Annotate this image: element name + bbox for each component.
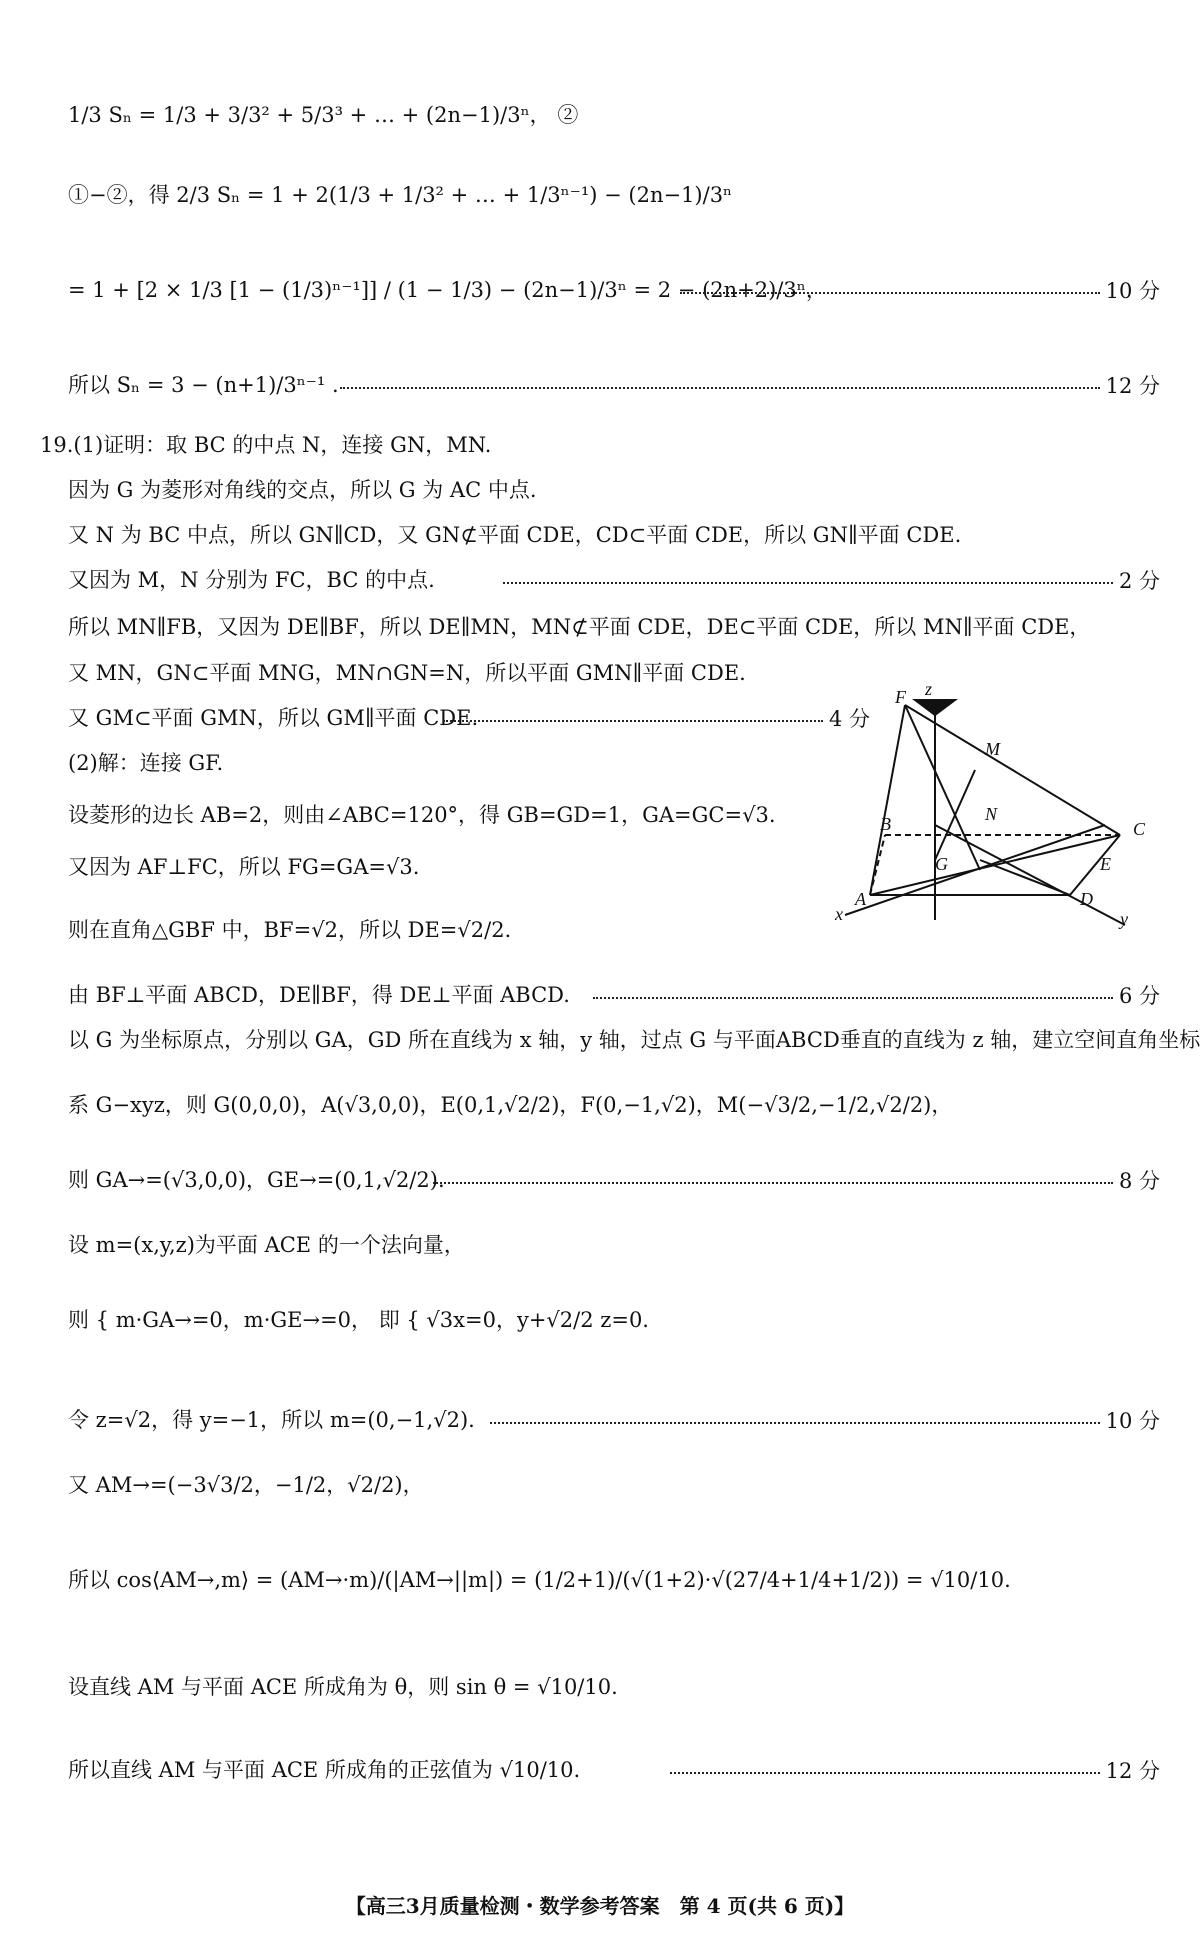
- score-text: 6 分: [1118, 984, 1160, 1008]
- score-text: 12 分: [1105, 1759, 1160, 1783]
- score-10b: [484, 1405, 1160, 1435]
- line-plane-parallel: [68, 658, 1160, 688]
- label-M: M: [985, 739, 1000, 759]
- line-text: 又 N 为 BC 中点，所以 GN∥CD，又 GN⊄平面 CDE，CD⊂平面 CDE，所以 GN∥平面 CDE.: [68, 523, 962, 547]
- line-text: 又 AM→=(−3√3/2，−1/2，√2/2)，: [68, 1473, 424, 1497]
- line-MN-parallel: [68, 612, 1160, 642]
- label-x: x: [835, 904, 843, 924]
- score-2: [497, 565, 1160, 595]
- page-footer: 【高三3月质量检测・数学参考答案 第 4 页(共 6 页)】: [345, 1894, 855, 1918]
- dot-leader: [443, 720, 823, 722]
- dot-leader: [593, 997, 1113, 999]
- score-text: 2 分: [1118, 569, 1160, 593]
- dot-leader: [340, 387, 1100, 389]
- dot-leader: [490, 1422, 1100, 1424]
- line-text: 1/3 Sₙ = 1/3 + 3/3² + 5/3³ + … + (2n−1)/3ⁿ， ②: [68, 103, 579, 127]
- line-text: 则在直角△GBF 中，BF=√2，所以 DE=√2/2.: [68, 918, 512, 942]
- line-text: 19.(1)证明：取 BC 的中点 N，连接 GN，MN.: [40, 433, 492, 457]
- line-sum-1-3: [68, 100, 1160, 130]
- dot-leader: [670, 1772, 1100, 1774]
- line-text: 所以 MN∥FB，又因为 DE∥BF，所以 DE∥MN，MN⊄平面 CDE，DE⊂平面 CDE，所以 MN∥平面 CDE，: [68, 615, 1091, 639]
- line-text: 由 BF⊥平面 ABCD，DE∥BF，得 DE⊥平面 ABCD.: [68, 983, 570, 1007]
- line-cos: [68, 1565, 1160, 1595]
- label-z: z: [925, 679, 933, 699]
- line-text: 所以直线 AM 与平面 ACE 所成角的正弦值为 √10/10.: [68, 1758, 581, 1782]
- line-text: 所以 cos⟨AM→,m⟩ = (AM→·m)/(|AM→||m|) = (1/2+1)/(√(1+2)·√(27/4+1/4+1/2)) = √10/10.: [68, 1568, 1011, 1592]
- line-coords: [68, 1090, 1160, 1120]
- score-4: [437, 703, 870, 733]
- score-12: [334, 370, 1160, 400]
- line-GN-parallel: [68, 520, 1160, 550]
- score-text: 4 分: [828, 707, 870, 731]
- line-AM: [68, 1470, 1160, 1500]
- dot-leader: [680, 292, 1100, 294]
- label-C: C: [1133, 819, 1146, 839]
- line-text: 又 GM⊂平面 GMN，所以 GM∥平面 CDE.: [68, 706, 479, 730]
- line-text: 设直线 AM 与平面 ACE 所成角为 θ，则 sin θ = √10/10.: [68, 1675, 618, 1699]
- line-text: 所以 Sₙ = 3 − (n+1)/3ⁿ⁻¹ .: [68, 373, 339, 397]
- label-G: G: [935, 854, 948, 874]
- line-coord-setup: [68, 1025, 1200, 1055]
- line-text: 又 MN，GN⊂平面 MNG，MN∩GN=N，所以平面 GMN∥平面 CDE.: [68, 661, 746, 685]
- line-text: 设 m=(x,y,z)为平面 ACE 的一个法向量，: [68, 1233, 465, 1257]
- line-text: (2)解：连接 GF.: [68, 751, 224, 775]
- label-y: y: [1120, 909, 1128, 929]
- line-text: 则 { m·GA→=0，m·GE→=0， 即 { √3x=0，y+√2/2 z=0.: [68, 1308, 649, 1332]
- score-12b: [664, 1755, 1160, 1785]
- line-system: [68, 1305, 1160, 1335]
- line-text: 系 G−xyz，则 G(0,0,0)，A(√3,0,0)，E(0,1,√2/2)，F(0,−1,√2)，M(−√3/2,−1/2,√2/2)，: [68, 1093, 953, 1117]
- label-B: B: [880, 814, 891, 834]
- line-text: 则 GA→=(√3,0,0)，GE→=(0,1,√2/2).: [68, 1168, 445, 1192]
- line-text: 以 G 为坐标原点，分别以 GA，GD 所在直线为 x 轴，y 轴，过点 G 与平面ABCD垂直的直线为 z 轴，建立空间直角坐标: [68, 1028, 1200, 1052]
- score-8: [427, 1165, 1160, 1195]
- label-D: D: [1080, 889, 1093, 909]
- line-sin: [68, 1672, 1160, 1702]
- dot-leader: [433, 1182, 1113, 1184]
- line-G-midpoint: [68, 475, 1160, 505]
- line-normal: [68, 1230, 1160, 1260]
- line-19-1: [40, 430, 1160, 460]
- line-text: = 1 + [2 × 1/3 [1 − (1/3)ⁿ⁻¹]] / (1 − 1/3) − (2n−1)/3ⁿ = 2 − (2n+2)/3ⁿ，: [68, 278, 827, 302]
- score-text: 10 分: [1105, 1409, 1160, 1433]
- line-subtract: [68, 180, 1160, 210]
- score-6: [587, 980, 1160, 1010]
- label-A: A: [855, 889, 866, 909]
- line-text: 又因为 M，N 分别为 FC，BC 的中点.: [68, 568, 435, 592]
- label-N: N: [985, 804, 998, 824]
- dot-leader: [503, 582, 1113, 584]
- score-10: [674, 275, 1160, 305]
- label-F: F: [895, 687, 906, 707]
- line-text: 因为 G 为菱形对角线的交点，所以 G 为 AC 中点.: [68, 478, 537, 502]
- line-text: ①−②，得 2/3 Sₙ = 1 + 2(1/3 + 1/3² + … + 1/3ⁿ⁻¹) − (2n−1)/3ⁿ: [68, 183, 733, 207]
- label-E: E: [1100, 854, 1111, 874]
- score-text: 12 分: [1105, 374, 1160, 398]
- line-text: 设菱形的边长 AB=2，则由∠ABC=120°，得 GB=GD=1，GA=GC=√3.: [68, 803, 776, 827]
- score-text: 10 分: [1105, 279, 1160, 303]
- score-text: 8 分: [1118, 1169, 1160, 1193]
- line-text: 又因为 AF⊥FC，所以 FG=GA=√3.: [68, 855, 420, 879]
- line-text: 令 z=√2，得 y=−1，所以 m=(0,−1,√2).: [68, 1408, 475, 1432]
